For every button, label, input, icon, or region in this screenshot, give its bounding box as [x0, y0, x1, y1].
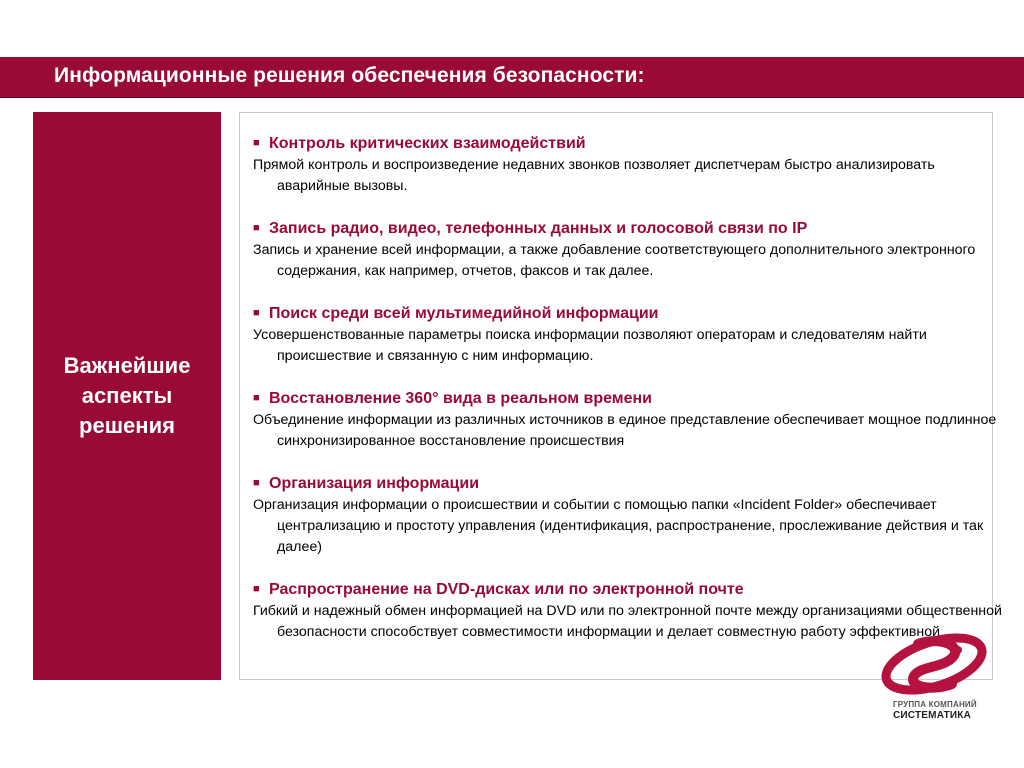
section-1: [253, 132, 993, 197]
section-description: Запись и хранение всей информации, а также добавление соответствующего дополнительного электронного содержания, как например, отчетов, факсов и так далее.: [253, 242, 976, 279]
section-heading: ■ Организация информации: [253, 472, 993, 495]
title-bar: [0, 57, 1024, 97]
section-heading: ■ Контроль критических взаимодействий: [253, 132, 993, 155]
section-description: Прямой контроль и воспроизведение недавних звонков позволяет диспетчерам быстро анализировать аварийные вызовы.: [253, 157, 935, 194]
section-5: [253, 472, 993, 558]
square-bullet-icon: ■: [253, 392, 260, 404]
side-panel: [33, 112, 221, 680]
logo-name: СИСТЕМАТИКА: [893, 710, 972, 721]
square-bullet-icon: ■: [253, 307, 260, 319]
section-heading: ■ Запись радио, видео, телефонных данных и голосовой связи по IP: [253, 217, 993, 240]
section-heading: ■ Распространение на DVD-дисках или по электронной почте: [253, 578, 993, 601]
section-heading: ■ Восстановление 360° вида в реальном времени: [253, 387, 993, 410]
page-title: Информационные решения обеспечения безопасности:: [54, 64, 645, 87]
section-description: Организация информации о происшествии и событии с помощью папки «Incident Folder» обеспечивает централизацию и простоту управления (идентификация, распространение, прослеживание действия и так далее): [253, 497, 984, 555]
section-heading: ■ Поиск среди всей мультимедийной информации: [253, 302, 993, 325]
section-4: [253, 387, 997, 452]
section-description: Гибкий и надежный обмен информацией на DVD или по электронной почте между организациями общественной безопасности способствует совместимости информации и делает совместную работу эффективной: [253, 603, 1002, 640]
square-bullet-icon: ■: [253, 583, 260, 595]
side-panel-label: Важнейшие аспекты решения: [63, 353, 191, 438]
section-description: Усовершенствованные параметры поиска информации позволяют операторам и следователям найти происшествие и связанную с ним информацию.: [253, 327, 927, 364]
content-box: [239, 112, 1002, 680]
section-2: [253, 217, 993, 282]
square-bullet-icon: ■: [253, 222, 260, 234]
logo-caption: ГРУППА КОМПАНИЙ: [893, 700, 977, 709]
section-description: Объединение информации из различных источников в единое представление обеспечивает мощное подлинное синхронизированное восстановление происшествия: [253, 412, 997, 449]
section-3: [253, 302, 993, 367]
square-bullet-icon: ■: [253, 477, 260, 489]
square-bullet-icon: ■: [253, 137, 260, 149]
